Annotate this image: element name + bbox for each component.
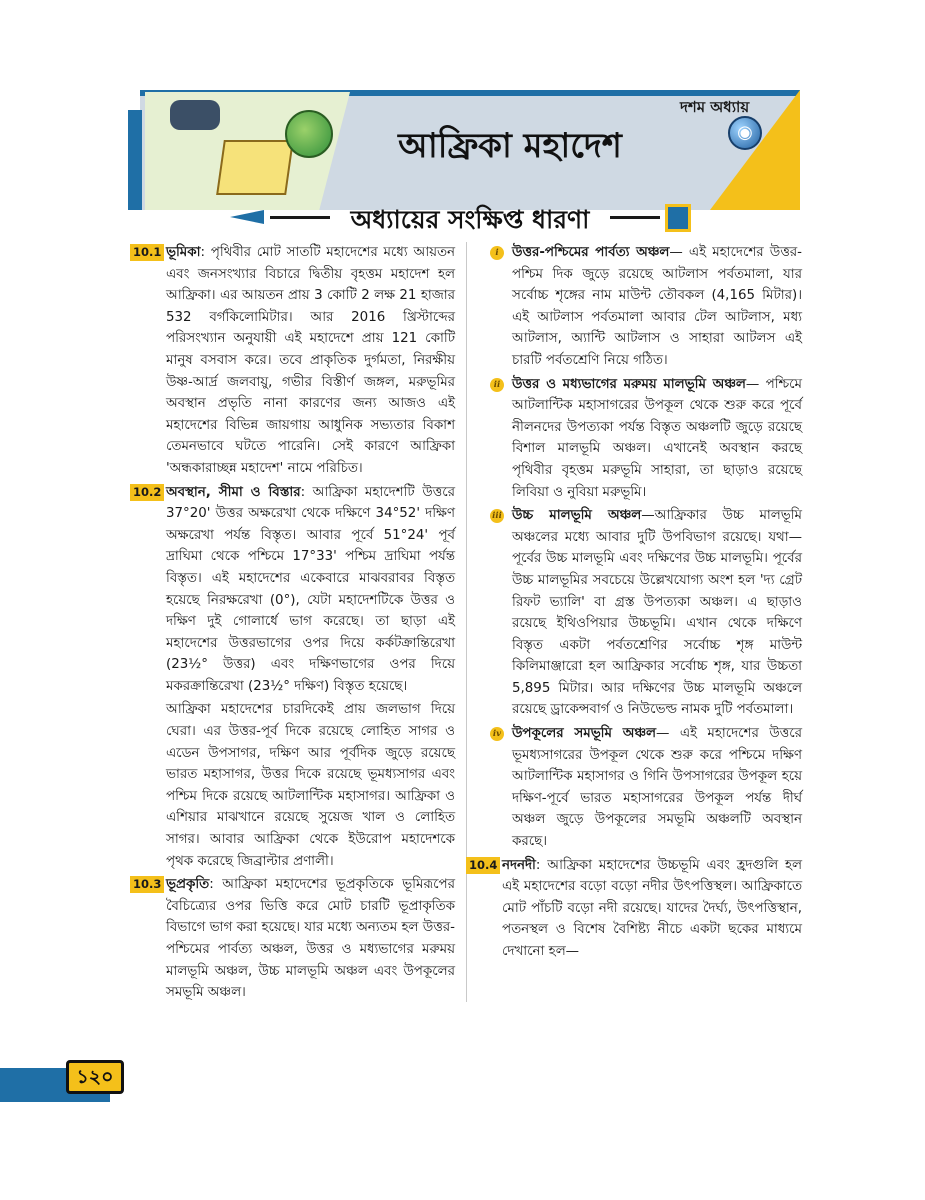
item-lead: উচ্চ মালভূমি অঞ্চল [512,508,642,524]
section-heading-text: অধ্যায়ের সংক্ষিপ্ত ধারণা [350,205,590,234]
item-text: — এই মহাদেশের উত্তর-পশ্চিম দিক জুড়ে রয়েছে আটলাস পর্বতমালা, যার সর্বোচ্চ শৃঙ্গের নাম মাউন্ট তৌবকল (4,165 মিটার)। এই আটলাস পর্বতমালা আবার টেল আটলাস, মধ্য আটলাস, অ্যান্টি আটলাস ও সাহারা আটলস এই চারটি পর্বতশ্রেণি নিয়ে গঠিত। [512,245,802,368]
item-text: —আফ্রিকার উচ্চ মালভূমি অঞ্চলের মধ্যে আবার দুটি উপবিভাগ রয়েছে। যথা—পূর্বের উচ্চ মালভূমি এবং দক্ষিণের উচ্চ মালভূমি। পূর্বের উচ্চ মালভূমির সবচেয়ে উল্লেখযোগ্য অংশ হল 'দ্য গ্রেট রিফট ভ্যালি' বা গ্রস্ত উপত্যকা অঞ্চল। এ ছাড়াও রয়েছে ইথিওপিয়ার উচ্চভূমি। এখান থেকে দক্ষিণে বিস্তৃত একটা পর্বতশ্রেণির সর্বোচ্চ শৃঙ্গ মাউন্ট কিলিমাঞ্জারো হল আফ্রিকার সর্বোচ্চ শৃঙ্গ, যার উচ্চতা 5,895 মিটার। আর দক্ষিণের উচ্চ মালভূমি অঞ্চলে রয়েছে ড্রাকেন্সবার্গ ও নিউভেল্ড নামক দুটি পর্বতমালা। [512,508,802,718]
paragraph-number: 10.3 [130,876,164,893]
item-lead: উত্তর-পশ্চিমের পার্বত্য অঞ্চল [512,245,670,260]
heading-arrow-icon [230,210,264,224]
list-item [476,242,802,372]
banner-stripe-blue [128,110,142,210]
list-item [476,505,802,721]
map-icon [216,140,294,195]
right-column [469,242,802,965]
paragraph-text: : আফ্রিকা মহাদেশটি উত্তরে 37°20' উত্তর অক্ষরেখা থেকে দক্ষিণে 34°52' দক্ষিণ অক্ষরেখা পর্যন্ত বিস্তৃত। আবার পূর্বে 51°24' পূর্ব দ্রাঘিমা থেকে পশ্চিমে 17°33' পশ্চিম দ্রাঘিমা পর্যন্ত বিস্তৃত। এই মহাদেশের একেবারে মাঝবরাবর বিস্তৃত হয়েছে নিরক্ষরেখা (0°), যেটা মহাদেশটিকে উত্তর ও দক্ষিণ দুই গোলার্ধে ভাগ করেছে। তা ছাড়া এই মহাদেশের উত্তরভাগের ওপর দিয়ে কর্কটক্রান্তিরেখা (23½° উত্তর) এবং দক্ষিণভাগের ওপর দিয়ে মকরক্রান্তিরেখা (23½° দক্ষিণ) বিস্তৃত হয়েছে। [166,484,455,694]
left-column [130,242,455,1006]
item-lead: উপকূলের সমভূমি অঞ্চল [512,726,657,742]
globe-illustration-icon [285,110,333,158]
paragraph-introduction [130,242,455,480]
chapter-title: আফ্রিকা মহাদেশ [398,126,622,166]
item-text: — এই মহাদেশের উত্তরে ভূমধ্যসাগরের উপকূল থেকে শুরু করে পশ্চিমে দক্ষিণ আটলান্টিক মহাসাগর ও গিনি উপসাগরের উপকূল হয়ে দক্ষিণ-পূর্বে ভারত মহাসাগরের উপকূল পর্যন্ত দীর্ঘ অঞ্চল জুড়ে উপকূলের সমভূমি অঞ্চলটি অবস্থান করছে। [512,726,802,850]
item-lead: উত্তর ও মধ্যভাগের মরুময় মালভূমি অঞ্চল [512,376,746,392]
paragraph-location [130,482,455,698]
paragraph-number: 10.4 [466,857,500,874]
roman-numeral-badge: ii [490,378,504,392]
paragraph-number: 10.1 [130,244,164,261]
section-heading [230,200,690,236]
paragraph-surroundings [130,699,455,872]
paragraph-lead: ভূমিকা [166,245,201,260]
paragraph-text: : আফ্রিকা মহাদেশের উচ্চভূমি এবং হ্রদগুলি হল এই মহাদেশের বড়ো বড়ো নদীর উৎপত্তিস্থল। আফ্রিকাতে মোট পাঁচটি বড়ো নদী রয়েছে। যাদের দৈর্ঘ্য, উৎপত্তিস্থান, পতনস্থল ও বিশেষ বৈশিষ্ট্য নীচে একটা ছকের মাধ্যমে দেখানো হল— [502,857,802,959]
globe-icon: ◉ [728,116,762,150]
book-icon [665,204,691,232]
page-number: ১২০ [66,1060,124,1094]
binoculars-icon [170,100,220,130]
list-item [476,723,802,853]
paragraph-lead: নদনদী [502,857,536,873]
roman-numeral-badge: iv [490,727,504,741]
heading-rule-left [270,216,330,219]
heading-rule-right [610,216,660,219]
paragraph-physiography [130,874,455,1004]
item-text: — পশ্চিমে আটলান্টিক মহাসাগরের উপকূল থেকে শুরু করে পূর্বে নীলনদের উপত্যকা পর্যন্ত বিস্তৃত অঞ্চলটি জুড়ে রয়েছে বিশাল মালভূমি অঞ্চল। এখানেই অবস্থান করছে পৃথিবীর বৃহত্তম মরুভূমি সাহারা, তা ছাড়াও রয়েছে লিবিয়া ও নুবিয়া মরুভূমি। [512,376,802,500]
list-item [476,374,802,504]
roman-numeral-badge: iii [490,509,504,523]
paragraph-text: : আফ্রিকা মহাদেশের ভূপ্রকৃতিকে ভূমিরূপের বৈচিত্র্যের ওপর ভিত্তি করে মোট চারটি ভূপ্রাকৃতিক বিভাগে ভাগ করা হয়েছে। যার মধ্যে অন্যতম হল উত্তর-পশ্চিমের পার্বত্য অঞ্চল, উত্তর ও মধ্যভাগের মরুময় মালভূমি অঞ্চল, উচ্চ মালভূমি অঞ্চল এবং উপকূলের সমভূমি অঞ্চল। [166,877,455,1001]
paragraph-rivers [466,855,802,963]
roman-numeral-badge: i [490,246,504,260]
chapter-number: দশম অধ্যায় [680,98,750,116]
paragraph-text: আফ্রিকা মহাদেশের চারদিকেই প্রায় জলভাগ দিয়ে ঘেরা। এর উত্তর-পূর্ব দিকে রয়েছে লোহিত সাগর ও এডেন উপসাগর, দক্ষিণ আর পূর্বদিক জুড়ে রয়েছে ভারত মহাসাগর, উত্তর দিকে রয়েছে ভূমধ্যসাগর এবং পশ্চিম দিকে রয়েছে আটলান্টিক মহাসাগর। আফ্রিকা ও এশিয়ার মাঝখানে রয়েছে সুয়েজ খাল ও লোহিত সাগর। আবার আফ্রিকা থেকে ইউরোপ মহাদেশকে পৃথক করেছে জিব্রাল্টার প্রণালী। [166,702,455,869]
paragraph-lead: ভূপ্রকৃতি [166,877,210,893]
paragraph-number: 10.2 [130,484,164,501]
paragraph-lead: অবস্থান, সীমা ও বিস্তার [166,484,301,500]
paragraph-text: : পৃথিবীর মোট সাতটি মহাদেশের মধ্যে আয়তন এবং জনসংখ্যার বিচারে দ্বিতীয় বৃহত্তম মহাদেশ হল আফ্রিকা। এর আয়তন প্রায় 3 কোটি 2 লক্ষ 21 হাজার 532 বর্গকিলোমিটার। আর 2016 খ্রিস্টাব্দের পরিসংখ্যান অনুযায়ী এই মহাদেশে প্রায় 121 কোটি মানুষ বসবাস করে। তবে প্রাকৃতিক দুর্গমতা, নিরক্ষীয় উষ্ণ-আর্দ্র জলবায়ু, গভীর বিস্তীর্ণ জঙ্গল, মরুভূমির অবস্থান প্রভৃতি নানা কারণের জন্য আজও এই মহাদেশের বিভিন্ন জায়গায় আধুনিক সভ্যতার বিকাশ তেমনভাবে ঘটতে পারেনি। সেই কারণে আফ্রিকা 'অন্ধকারাচ্ছন্ন মহাদেশ' নামে পরিচিত। [166,245,455,476]
